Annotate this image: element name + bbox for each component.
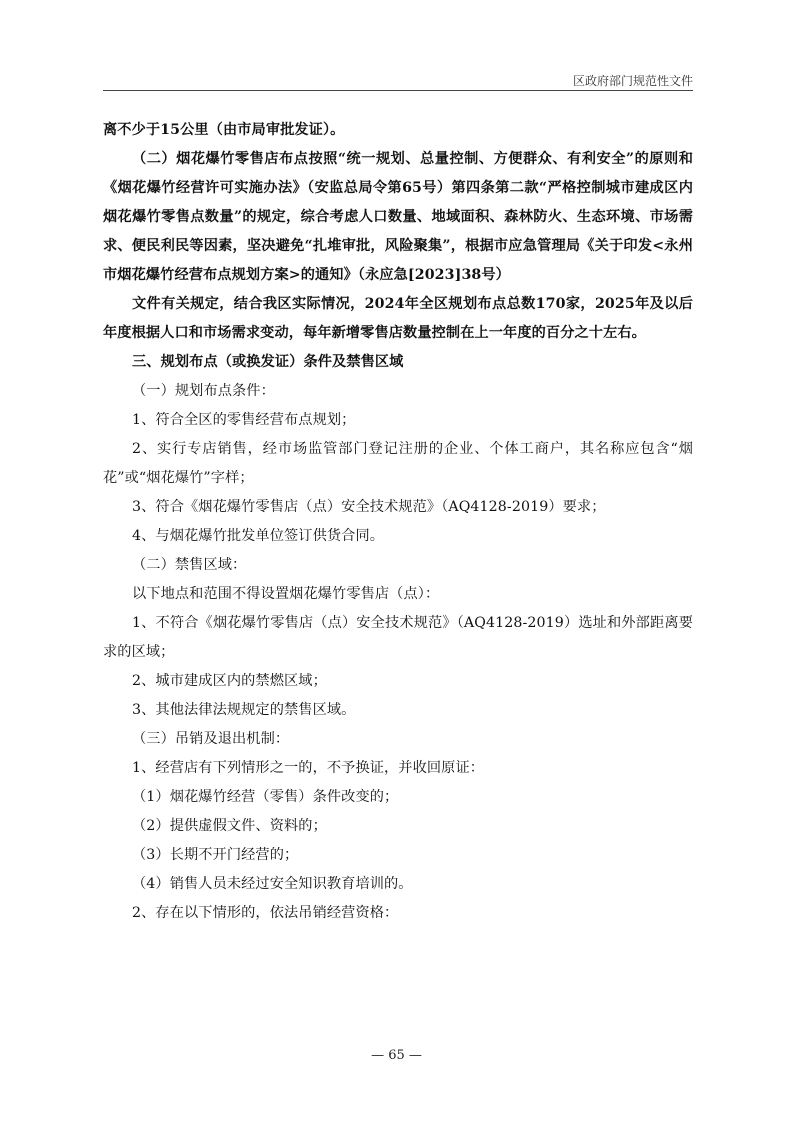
paragraph: （二）禁售区域： (132, 557, 247, 573)
paragraph: 3、符合《烟花爆竹零售店（点）安全技术规范》（AQ4128-2019）要求； (132, 499, 606, 515)
paragraph: 3、其他法律法规规定的禁售区域。 (132, 702, 356, 718)
paragraph: 2、存在以下情形的，依法吊销经营资格： (132, 905, 399, 921)
paragraph: （二）烟花爆竹零售店布点按照“统一规划、总量控制、方便群众、有利安全”的原则和《烟花爆竹经营许可实施办法》（安监总局令第65号）第四条第二款“严格控制城市建成区内烟花爆竹零售点数量”的规定，综合考虑人口数量、地域面积、森林防火、生态环境、市场需求、便民利民等因素，坚决避免“扎堆审批，风险聚集”，根据市应急管理局《关于印发<永州市烟花爆竹经营布点规划方案>的通知》（永应急[2023]38号） (103, 151, 693, 283)
paragraph: 三、规划布点（或换发证）条件及禁售区域 (132, 354, 404, 370)
paragraph: 2、城市建成区内的禁燃区域； (132, 673, 327, 689)
paragraph: 1、符合全区的零售经营布点规划； (132, 412, 356, 428)
paragraph: 以下地点和范围不得设置烟花爆竹零售店（点）： (132, 586, 440, 602)
paragraph: 1、经营店有下列情形之一的，不予换证，并收回原证： (132, 760, 485, 776)
paragraph: （2）提供虚假文件、资料的； (132, 818, 327, 834)
paragraph: （1）烟花爆竹经营（零售）条件改变的； (132, 789, 399, 805)
paragraph: 离不少于15公里（由市局审批发证）。 (103, 122, 345, 138)
header-divider (103, 90, 693, 91)
paragraph: （三）吊销及退出机制： (132, 731, 290, 747)
paragraph: 文件有关规定，结合我区实际情况，2024年全区规划布点总数170家，2025年及以后年度根据人口和市场需求变动，每年新增零售店数量控制在上一年度的百分之十左右。 (103, 296, 693, 341)
page-number: — 65 — (371, 1048, 422, 1063)
paragraph: （一）规划布点条件： (132, 383, 275, 399)
paragraph: （4）销售人员未经过安全知识教育培训的。 (132, 876, 413, 892)
paragraph: 2、实行专店销售，经市场监管部门登记注册的企业、个体工商户，其名称应包含“烟花”或“烟花爆竹”字样； (103, 441, 693, 486)
document-body (103, 116, 693, 928)
paragraph: 1、不符合《烟花爆竹零售店（点）安全技术规范》（AQ4128-2019）选址和外部距离要求的区域； (103, 615, 693, 660)
paragraph: （3）长期不开门经营的； (132, 847, 299, 863)
paragraph: 4、与烟花爆竹批发单位签订供货合同。 (132, 528, 385, 544)
running-header: 区政府部门规范性文件 (572, 74, 693, 88)
